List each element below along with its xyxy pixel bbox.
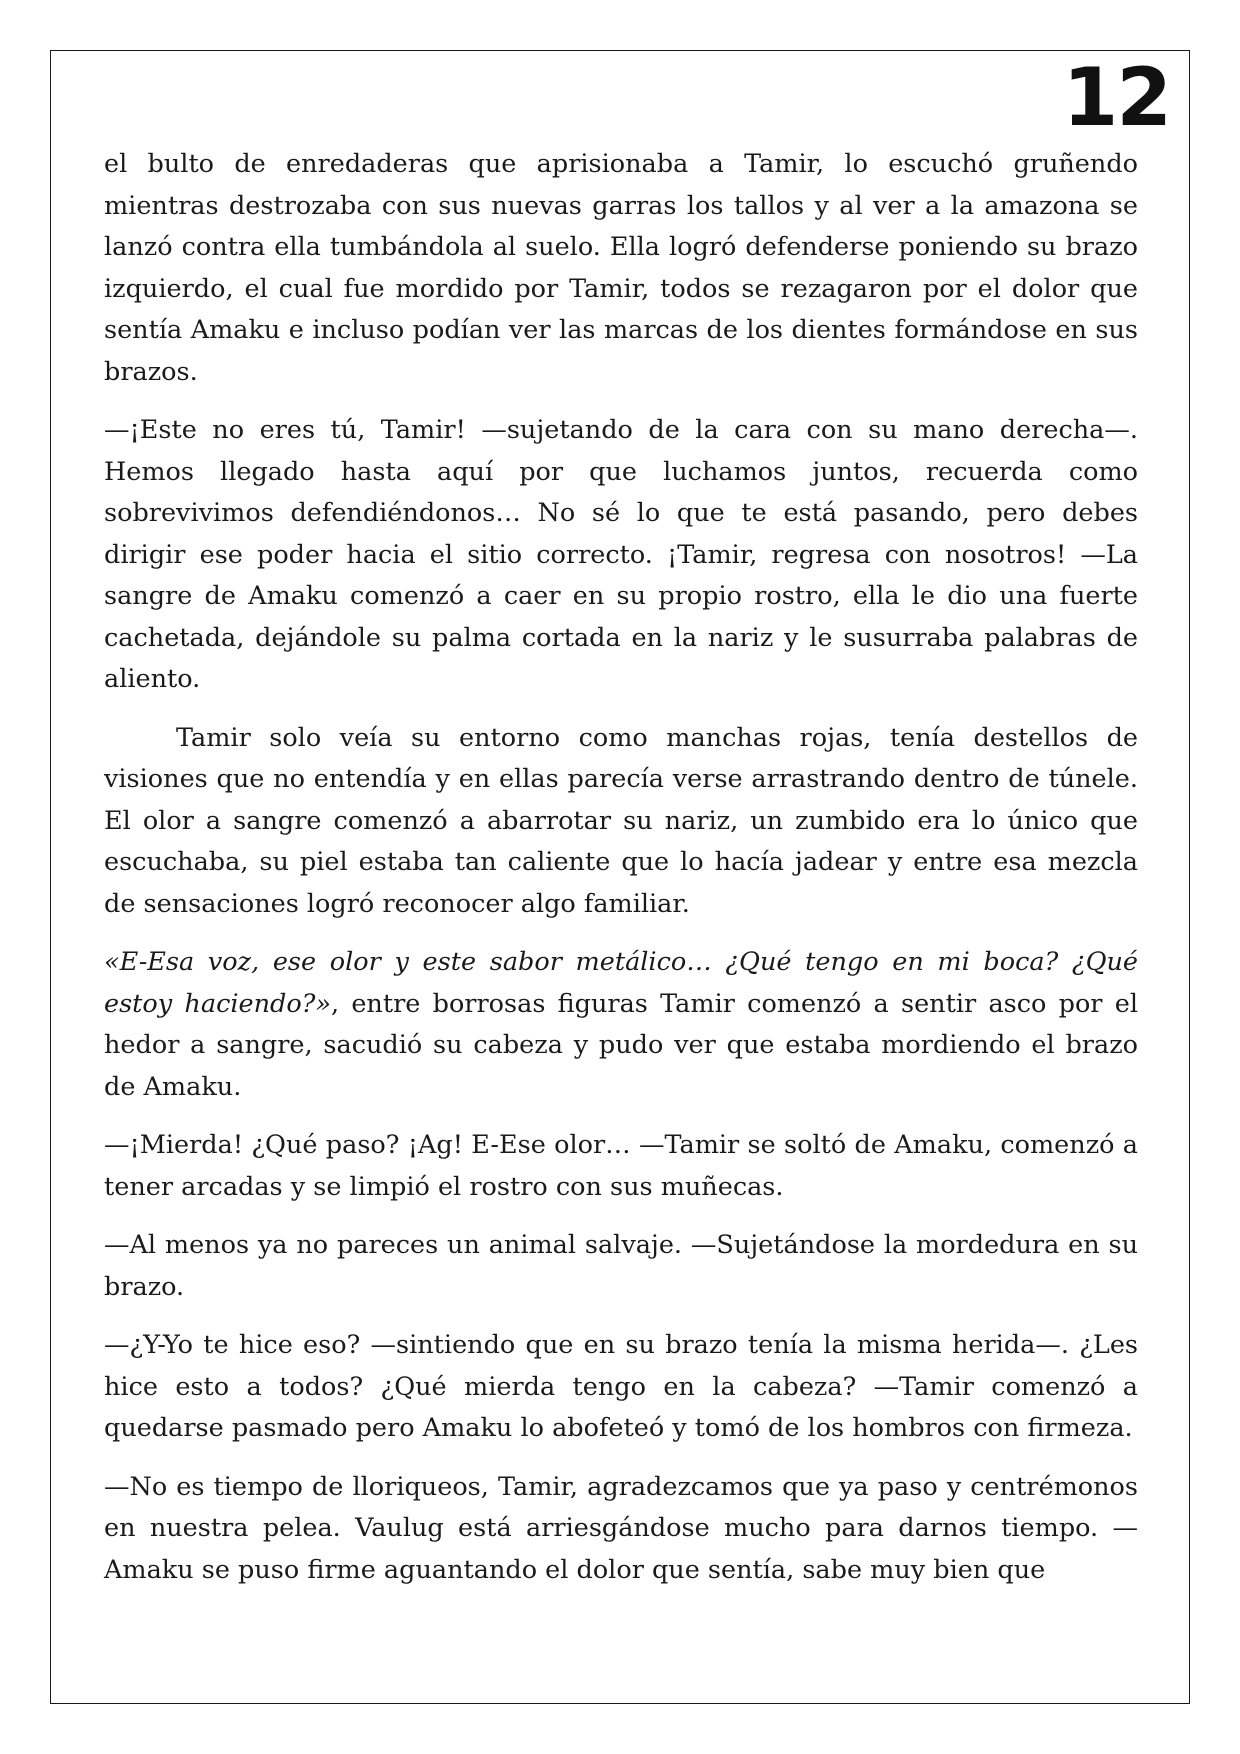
paragraph: —¿Y-Yo te hice eso? —sintiendo que en su brazo tenía la misma herida—. ¿Les hice esto a todos? ¿Qué mierda tengo en la cabeza? —Tamir comenzó a quedarse pasmado pero Amaku lo abofeteó y tomó de los hombros con firmeza. (104, 1330, 1138, 1443)
paragraph: el bulto de enredaderas que aprisionaba a Tamir, lo escuchó gruñendo mientras destrozaba con sus nuevas garras los tallos y al ver a la amazona se lanzó contra ella tumbándola al suelo. Ella logró defenderse poniendo su brazo izquierdo, el cual fue mordido por Tamir, todos se rezagaron por el dolor que sentía Amaku e incluso podían ver las marcas de los dientes formándose en sus brazos. (104, 149, 1138, 387)
paragraph: —No es tiempo de lloriqueos, Tamir, agradezcamos que ya paso y centrémonos en nuestra pelea. Vaulug está arriesgándose mucho para darnos tiempo. —Amaku se puso firme aguantando el dolor que sentía, sabe muy bien que (104, 1471, 1138, 1585)
paragraph: Tamir solo veía su entorno como manchas rojas, tenía destellos de visiones que no entendía y en ellas parecía verse arrastrando dentro de túnele. El olor a sangre comenzó a abarrotar su nariz, un zumbido era lo único que escuchaba, su piel estaba tan caliente que lo hacía jadear y entre esa mezcla de sensaciones logró reconocer algo familiar. (104, 722, 1138, 919)
inner-thought: «E-Esa voz, ese olor y este sabor metálico… ¿Qué tengo en mi boca? ¿Qué estoy haciendo?» (104, 947, 1138, 1019)
paragraph: —¡Este no eres tú, Tamir! —sujetando de la cara con su mano derecha—. Hemos llegado hasta aquí por que luchamos juntos, recuerda como sobrevivimos defendiéndonos… No sé lo que te está pasando, pero debes dirigir ese poder hacia el sitio correcto. ¡Tamir, regresa con nosotros! —La sangre de Amaku comenzó a caer en su propio rostro, ella le dio una fuerte cachetada, dejándole su palma cortada en la nariz y le susurraba palabras de aliento. (104, 415, 1138, 694)
paragraph (104, 942, 1138, 1108)
body-text (104, 144, 1138, 1608)
paragraph: —¡Mierda! ¿Qué paso? ¡Ag! E-Ese olor… —Tamir se soltó de Amaku, comenzó a tener arcadas y se limpió el rostro con sus muñecas. (104, 1130, 1138, 1202)
page-number: 12 (1062, 51, 1170, 144)
paragraph: —Al menos ya no pareces un animal salvaje. —Sujetándose la mordedura en su brazo. (104, 1230, 1138, 1302)
paragraph-continuation: , entre borrosas figuras Tamir comenzó a sentir asco por el hedor a sangre, sacudió su cabeza y pudo ver que estaba mordiendo el brazo de Amaku. (104, 988, 1138, 1102)
